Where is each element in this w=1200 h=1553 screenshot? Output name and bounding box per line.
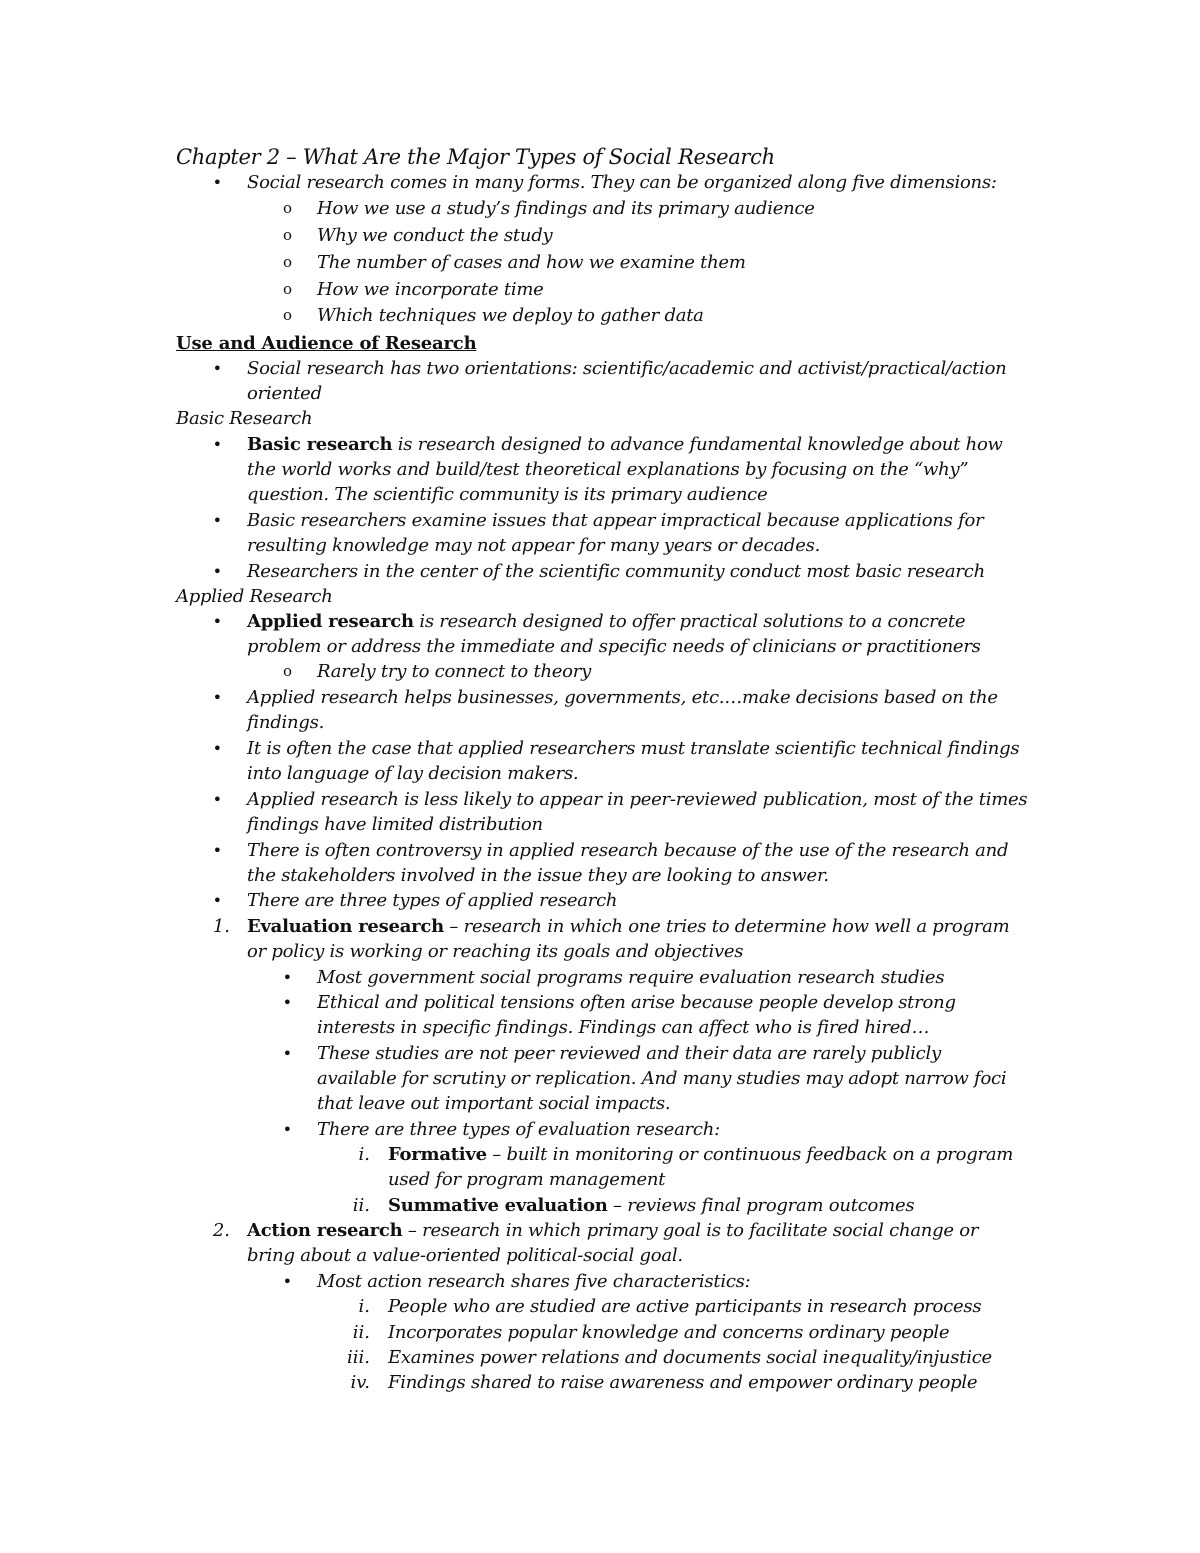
sub-bullet-marker: o — [282, 199, 292, 217]
applied-subpoint: Rarely try to connect to theory — [317, 661, 592, 682]
subsection-label: Basic Research — [176, 408, 313, 429]
sub-bullet-marker: o — [282, 662, 292, 680]
action-characteristic: Incorporates popular knowledge and concerns ordinary people — [388, 1322, 950, 1343]
roman-marker: i. — [358, 1144, 370, 1165]
term-bold: Evaluation research — [247, 916, 444, 937]
dimension-item: Why we conduct the study — [317, 225, 553, 246]
evaluation-point: Most government social programs require evaluation research studies — [317, 967, 945, 988]
definition-text: is research designed to offer practical solutions to a concrete — [413, 611, 966, 632]
number-marker: 2. — [212, 1220, 230, 1241]
bullet-marker: • — [212, 891, 222, 910]
bullet-marker: • — [282, 1120, 292, 1139]
evaluation-point: that leave out important social impacts. — [317, 1093, 671, 1114]
bullet-marker: • — [212, 739, 222, 758]
term-bold: Basic research — [247, 434, 393, 455]
bullet-marker: • — [282, 1272, 292, 1291]
action-characteristic: People who are studied are active participants in research process — [388, 1296, 982, 1317]
orientation-text: Social research has two orientations: scientific/academic and activist/practical/action — [247, 358, 1007, 379]
action-definition: bring about a value-oriented political-social goal. — [247, 1245, 683, 1266]
definition-text: is research designed to advance fundamental knowledge about how — [392, 434, 1003, 455]
bullet-marker: • — [212, 790, 222, 809]
dimension-item: The number of cases and how we examine them — [317, 252, 746, 273]
page-title: Chapter 2 – What Are the Major Types of Social Research — [176, 145, 775, 169]
definition-text: – research in which one tries to determine how well a program — [443, 916, 1010, 937]
intro-text: Social research comes in many forms. They can be organized along five dimensions: — [247, 172, 997, 193]
basic-point: Basic researchers examine issues that appear impractical because applications for — [247, 510, 984, 531]
bullet-marker: • — [282, 1044, 292, 1063]
bullet-marker: • — [212, 562, 222, 581]
applied-point: Applied research is less likely to appear in peer-reviewed publication, most of the times — [247, 789, 1028, 810]
applied-point: findings have limited distribution — [247, 814, 543, 835]
bullet-marker: • — [212, 688, 222, 707]
bullet-marker: • — [212, 173, 222, 192]
roman-marker: ii. — [352, 1195, 370, 1216]
basic-point: resulting knowledge may not appear for many years or decades. — [247, 535, 821, 556]
action-point: Most action research shares five characteristics: — [317, 1271, 751, 1292]
roman-marker: iii. — [347, 1347, 370, 1368]
evaluation-point: available for scrutiny or replication. And many studies may adopt narrow foci — [317, 1068, 1007, 1089]
basic-definition: question. The scientific community is its primary audience — [247, 484, 768, 505]
basic-definition — [247, 432, 1003, 457]
evaluation-definition: or policy is working or reaching its goals and objectives — [247, 941, 744, 962]
bullet-marker: • — [212, 359, 222, 378]
roman-marker: i. — [358, 1296, 370, 1317]
section-heading: Use and Audience of Research — [176, 333, 477, 354]
term-bold: Applied research — [247, 611, 414, 632]
orientation-text: oriented — [247, 383, 322, 404]
evaluation-type — [388, 1193, 914, 1218]
basic-point: Researchers in the center of the scientific community conduct most basic research — [247, 561, 985, 582]
sub-bullet-marker: o — [282, 306, 292, 324]
evaluation-type — [388, 1142, 1013, 1167]
evaluation-definition — [247, 914, 1009, 939]
applied-point: into language of lay decision makers. — [247, 763, 579, 784]
term-bold: Formative — [388, 1144, 487, 1165]
bullet-marker: • — [212, 841, 222, 860]
applied-point: There is often controversy in applied research because of the use of the research and — [247, 840, 1009, 861]
applied-point: the stakeholders involved in the issue they are looking to answer. — [247, 865, 829, 886]
bullet-marker: • — [212, 435, 222, 454]
bullet-marker: • — [282, 993, 292, 1012]
bullet-marker: • — [212, 612, 222, 631]
action-characteristic: Examines power relations and documents social inequality/injustice — [388, 1347, 992, 1368]
evaluation-type: used for program management — [388, 1169, 666, 1190]
roman-marker: iv. — [350, 1372, 370, 1393]
applied-point: There are three types of applied research — [247, 890, 618, 911]
roman-marker: ii. — [352, 1322, 370, 1343]
sub-bullet-marker: o — [282, 226, 292, 244]
evaluation-point: interests in specific findings. Findings can affect who is fired hired… — [317, 1017, 930, 1038]
applied-point: Applied research helps businesses, governments, etc.…make decisions based on the — [247, 687, 998, 708]
evaluation-point: Ethical and political tensions often arise because people develop strong — [317, 992, 956, 1013]
action-definition — [247, 1218, 978, 1243]
dimension-item: How we use a study’s findings and its primary audience — [317, 198, 815, 219]
sub-bullet-marker: o — [282, 253, 292, 271]
evaluation-point: There are three types of evaluation research: — [317, 1119, 720, 1140]
subsection-label: Applied Research — [176, 586, 333, 607]
applied-point: It is often the case that applied researchers must translate scientific technical findings — [247, 738, 1020, 759]
basic-definition: the world works and build/test theoretical explanations by focusing on the “why” — [247, 459, 969, 480]
bullet-marker: • — [212, 511, 222, 530]
definition-text: – reviews final program outcomes — [607, 1195, 915, 1216]
term-bold: Summative evaluation — [388, 1195, 608, 1216]
number-marker: 1. — [212, 916, 230, 937]
sub-bullet-marker: o — [282, 280, 292, 298]
applied-point: findings. — [247, 712, 325, 733]
definition-text: – research in which primary goal is to facilitate social change or — [402, 1220, 979, 1241]
evaluation-point: These studies are not peer reviewed and their data are rarely publicly — [317, 1043, 941, 1064]
bullet-marker: • — [282, 968, 292, 987]
action-characteristic: Findings shared to raise awareness and empower ordinary people — [388, 1372, 978, 1393]
dimension-item: Which techniques we deploy to gather data — [317, 305, 704, 326]
applied-definition: problem or address the immediate and specific needs of clinicians or practitioners — [247, 636, 981, 657]
applied-definition — [247, 609, 965, 634]
definition-text: – built in monitoring or continuous feedback on a program — [486, 1144, 1014, 1165]
term-bold: Action research — [247, 1220, 403, 1241]
dimension-item: How we incorporate time — [317, 279, 544, 300]
